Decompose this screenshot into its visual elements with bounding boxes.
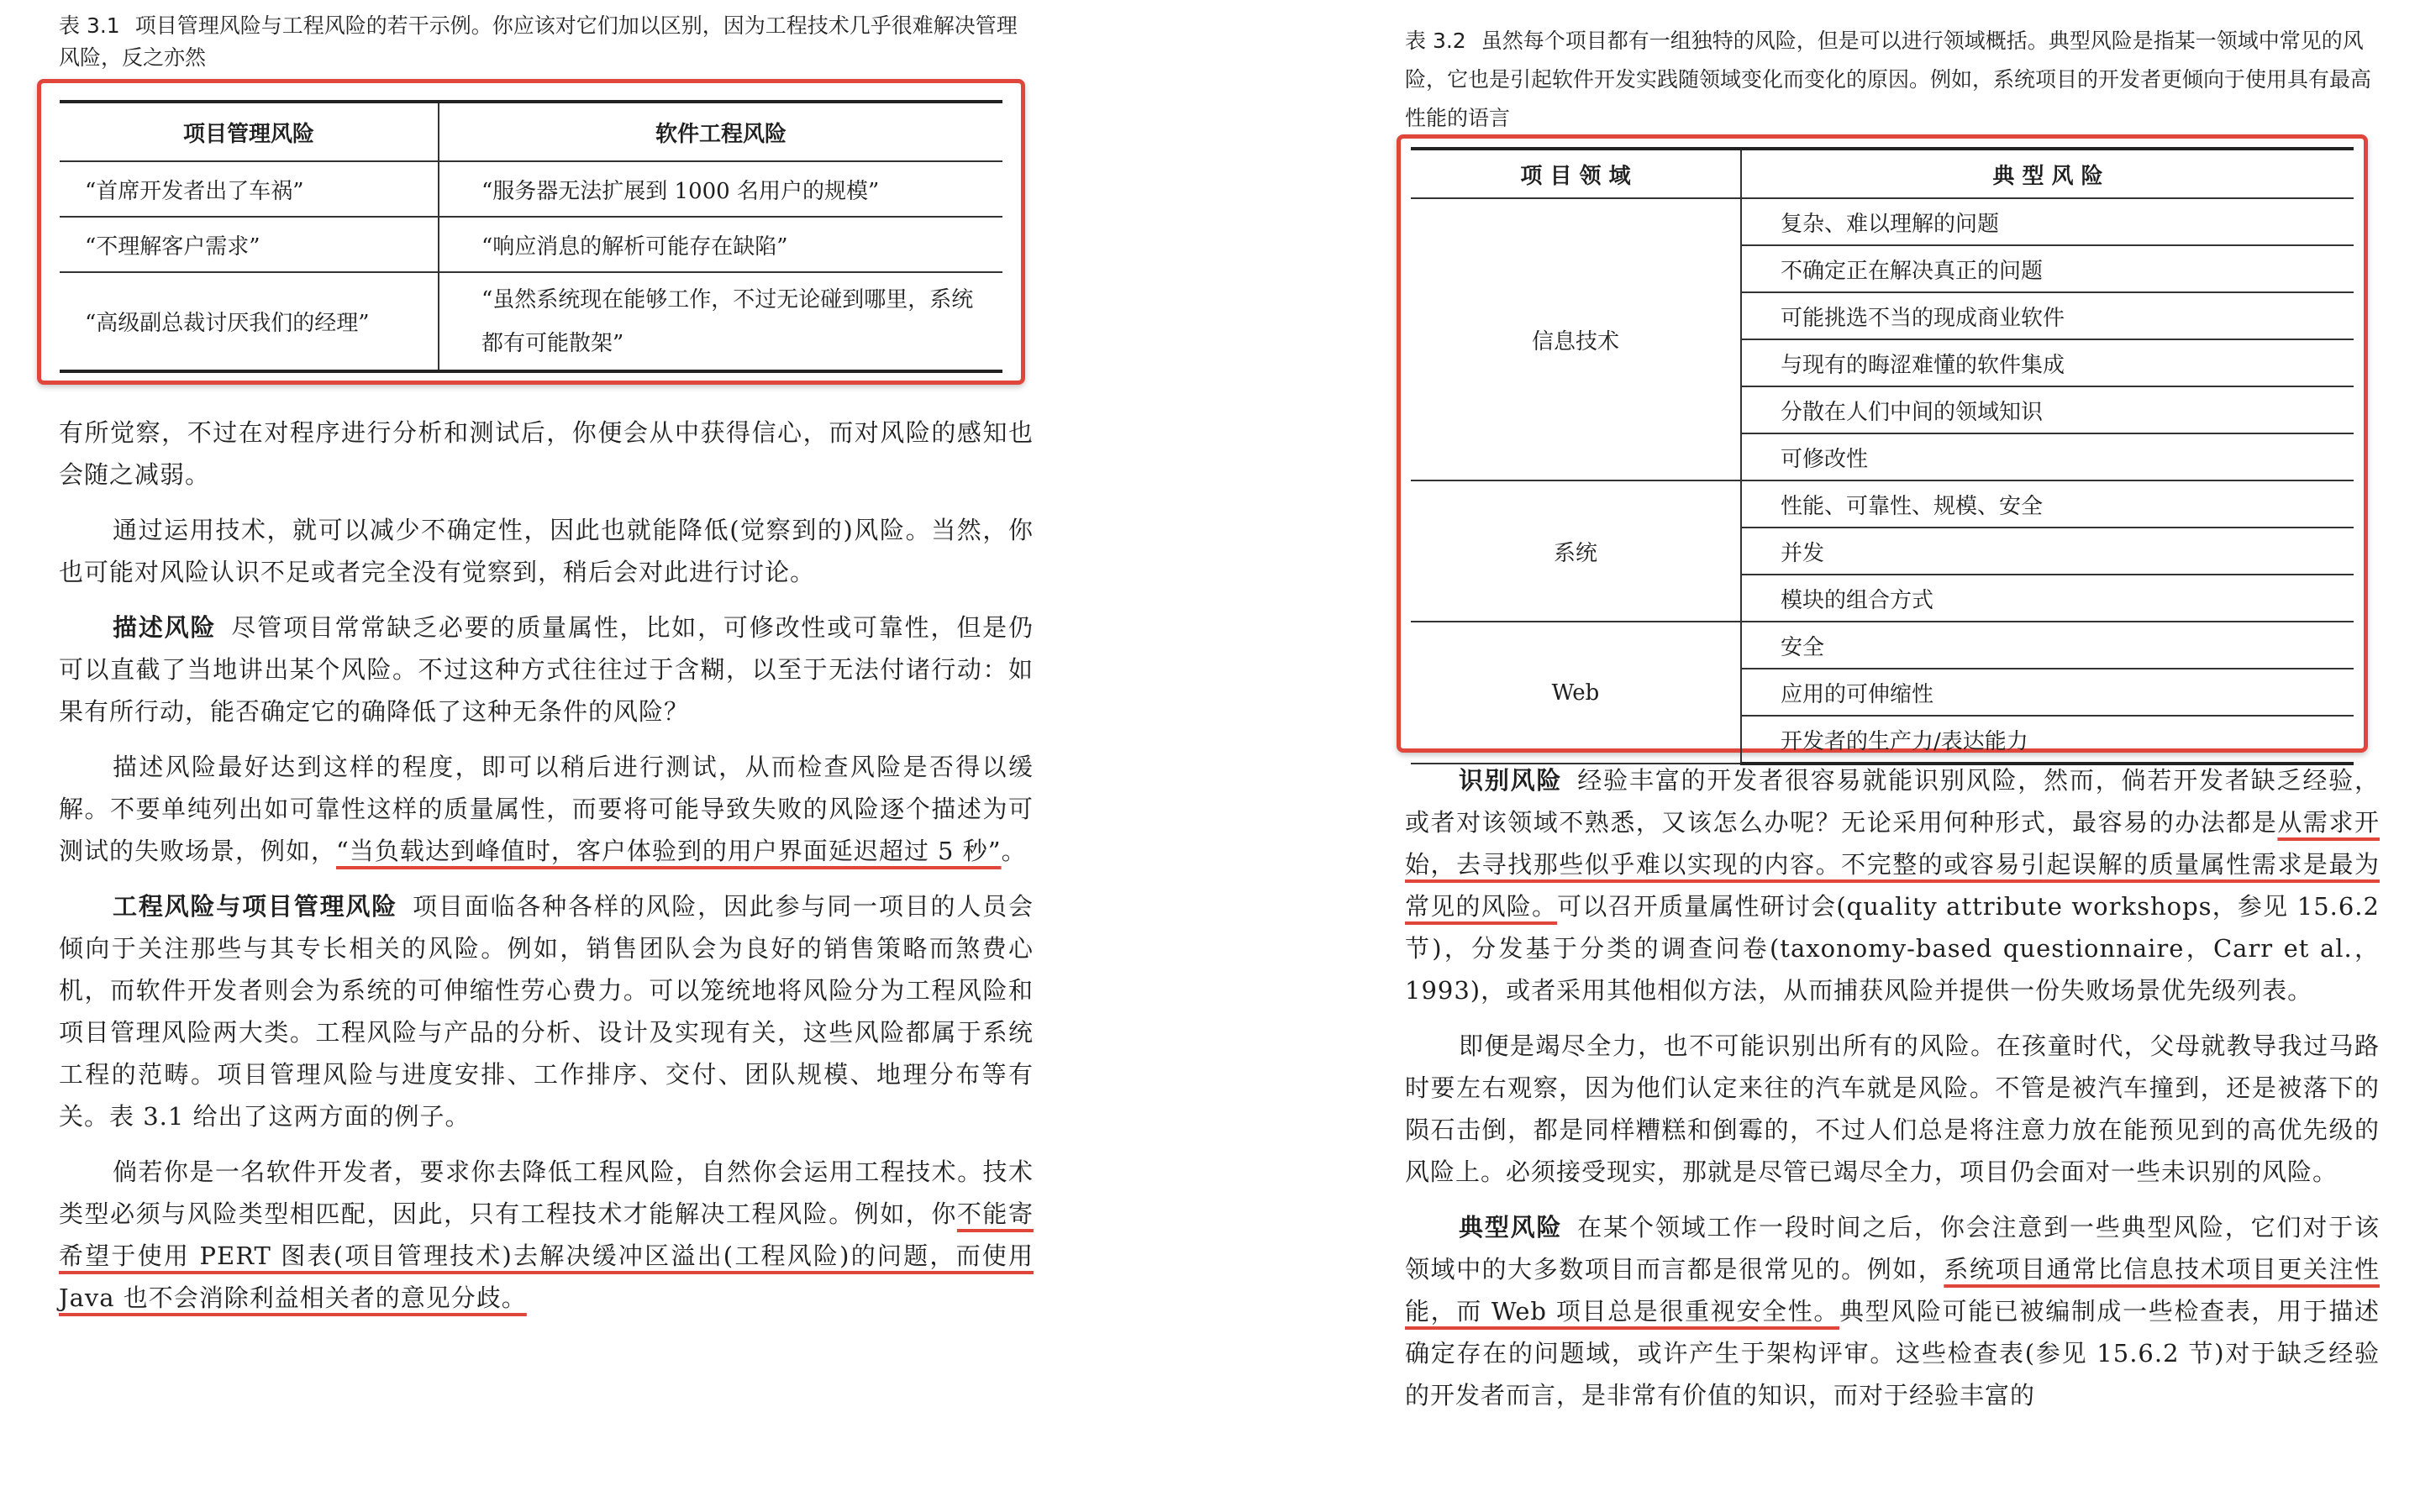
paragraph-text: 尽管项目常常缺乏必要的质量属性，比如，可修改性或可靠性，但是仍可以直截了当地讲出某个风险。不过这种方式往往过于含糊，以至于无法付诸行动：如果有所行动，能否确定它的确降低了这种无条件的风险？ — [59, 613, 1034, 726]
paragraph — [59, 1151, 1034, 1319]
risk-cell: 性能、可靠性、规模、安全 — [1741, 480, 2354, 528]
underlined-text: 系统项目通常比信息技术项目更关注性能，而 Web 项目总是很重视安全性。 — [1405, 1255, 2380, 1326]
table-3-2 — [1411, 147, 2354, 765]
table-cell: “服务器无法扩展到 1000 名用户的规模” — [439, 161, 1002, 217]
table-cell: “虽然系统现在能够工作，不过无论碰到哪里，系统都有可能散架” — [439, 272, 1002, 371]
paragraph-typical-risk — [1405, 1206, 2380, 1416]
table-row — [1411, 198, 2354, 245]
table-cell: “首席开发者出了车祸” — [60, 161, 439, 217]
column-header: 项目管理风险 — [60, 102, 439, 161]
domain-cell: 系统 — [1411, 480, 1741, 622]
section-heading: 典型风险 — [1459, 1213, 1563, 1242]
paragraph-describe-risk — [59, 606, 1034, 732]
paragraph-text: 在某个领域工作一段时间之后，你会注意到一些典型风险，它们对于该领域中的大多数项目而言都是很常见的。例如， — [1405, 1213, 2380, 1284]
table-row — [1411, 622, 2354, 669]
caption-number: 表 3.2 — [1405, 29, 1466, 53]
column-header: 典 型 风 险 — [1741, 149, 2354, 198]
column-header: 项 目 领 域 — [1411, 149, 1741, 198]
table-row — [60, 161, 1002, 217]
highlight-box-table-3-2 — [1397, 134, 2368, 753]
risk-cell: 可修改性 — [1741, 433, 2354, 480]
risk-cell: 不确定正在解决真正的问题 — [1741, 245, 2354, 292]
risk-cell: 与现有的晦涩难懂的软件集成 — [1741, 339, 2354, 386]
paragraph-text: 可以召开质量属性研讨会(quality attribute workshops，参见 15.6.2 节)，分发基于分类的调查问卷(taxonomy-based questionnaire，Carr et al.，1993)，或者采用其他相似方法，从而捕获风险并提供一份失败场景优先级列表。 — [1405, 892, 2380, 1005]
paragraph-text: 经验丰富的开发者很容易就能识别风险，然而，倘若开发者缺乏经验，或者对该领域不熟悉，又该怎么办呢？无论采用何种形式，最容易的办法都是 — [1405, 766, 2380, 837]
paragraph-engineering-risk — [59, 885, 1034, 1137]
right-body — [1405, 759, 2380, 1416]
risk-cell: 安全 — [1741, 622, 2354, 669]
domain-cell: 信息技术 — [1411, 198, 1741, 480]
table-row — [1411, 480, 2354, 528]
risk-cell: 开发者的生产力/表达能力 — [1741, 716, 2354, 764]
left-body — [59, 412, 1034, 1319]
section-heading: 描述风险 — [113, 613, 217, 642]
section-heading: 识别风险 — [1459, 766, 1563, 795]
paragraph-text: 典型风险可能已被编制成一些检查表，用于描述确定存在的问题域，或许产生于架构评审。这些检查表(参见 15.6.2 节)对于缺乏经验的开发者而言，是非常有价值的知识，而对于经验丰富的 — [1405, 1297, 2380, 1410]
table-cell: “高级副总裁讨厌我们的经理” — [60, 272, 439, 371]
domain-cell: Web — [1411, 622, 1741, 764]
table-3-1 — [60, 100, 1002, 373]
risk-cell: 可能挑选不当的现成商业软件 — [1741, 292, 2354, 339]
highlight-box-table-3-1 — [37, 79, 1025, 385]
underlined-text: 从需求开始，去寻找那些似乎难以实现的内容。不完整的或容易引起误解的质量属性需求是最为常见的风险。 — [1405, 808, 2380, 921]
paragraph: 即便是竭尽全力，也不可能识别出所有的风险。在孩童时代，父母就教导我过马路时要左右观察，因为他们认定来往的汽车就是风险。不管是被汽车撞到，还是被落下的陨石击倒，都是同样糟糕和倒霉的，不过人们总是将注意力放在能预见到的高优先级的风险上。必须接受现实，那就是尽管已竭尽全力，项目仍会面对一些未识别的风险。 — [1405, 1032, 2380, 1186]
paragraph-identify-risk — [1405, 759, 2380, 1011]
risk-cell: 分散在人们中间的领域知识 — [1741, 386, 2354, 433]
paragraph-text: 描述风险最好达到这样的程度，即可以稍后进行测试，从而检查风险是否得以缓解。不要单纯列出如可靠性这样的质量属性，而要将可能导致失败的风险逐个描述为可测试的失败场景，例如， — [59, 753, 1034, 865]
table-cell: “不理解客户需求” — [60, 217, 439, 272]
underlined-text: 不能寄希望于使用 PERT 图表(项目管理技术)去解决缓冲区溢出(工程风险)的问题，而使用 Java 也不会消除利益相关者的意见分歧。 — [59, 1200, 1034, 1312]
column-header: 软件工程风险 — [439, 102, 1002, 161]
table-3-1-caption — [59, 10, 1034, 74]
table-cell: “响应消息的解析可能存在缺陷” — [439, 217, 1002, 272]
risk-cell: 模块的组合方式 — [1741, 575, 2354, 622]
section-heading: 工程风险与项目管理风险 — [113, 892, 398, 921]
paragraph — [59, 746, 1034, 872]
paragraph-text: 。 — [1001, 837, 1027, 865]
table-row — [60, 272, 1002, 371]
table-row — [60, 217, 1002, 272]
paragraph: 通过运用技术，就可以减少不确定性，因此也就能降低(觉察到的)风险。当然，你也可能对风险认识不足或者完全没有觉察到，稍后会对此进行讨论。 — [59, 516, 1034, 586]
caption-text: 项目管理风险与工程风险的若干示例。你应该对它们加以区别，因为工程技术几乎很难解决管理风险，反之亦然 — [59, 13, 1018, 70]
caption-number: 表 3.1 — [59, 13, 120, 38]
table-3-2-caption — [1405, 22, 2380, 138]
paragraph-text: 倘若你是一名软件开发者，要求你去降低工程风险，自然你会运用工程技术。技术类型必须与风险类型相匹配，因此，只有工程技术才能解决工程风险。例如，你 — [59, 1158, 1034, 1228]
caption-text: 虽然每个项目都有一组独特的风险，但是可以进行领域概括。典型风险是指某一领域中常见的风险，它也是引起软件开发实践随领域变化而变化的原因。例如，系统项目的开发者更倾向于使用具有最高性能的语言 — [1405, 29, 2372, 130]
paragraph: 有所觉察，不过在对程序进行分析和测试后，你便会从中获得信心，而对风险的感知也会随之减弱。 — [59, 418, 1034, 489]
risk-cell: 复杂、难以理解的问题 — [1741, 198, 2354, 245]
risk-cell: 应用的可伸缩性 — [1741, 669, 2354, 716]
paragraph-text: 项目面临各种各样的风险，因此参与同一项目的人员会倾向于关注那些与其专长相关的风险。例如，销售团队会为良好的销售策略而煞费心机，而软件开发者则会为系统的可伸缩性劳心费力。可以笼统地将风险分为工程风险和项目管理风险两大类。工程风险与产品的分析、设计及实现有关，这些风险都属于系统工程的范畴。项目管理风险与进度安排、工作排序、交付、团队规模、地理分布等有关。表 3.1 给出了这两方面的例子。 — [59, 892, 1034, 1131]
table-3-2-body — [1411, 198, 2354, 764]
risk-cell: 并发 — [1741, 528, 2354, 575]
underlined-text: “当负载达到峰值时，客户体验到的用户界面延迟超过 5 秒” — [336, 837, 1002, 865]
